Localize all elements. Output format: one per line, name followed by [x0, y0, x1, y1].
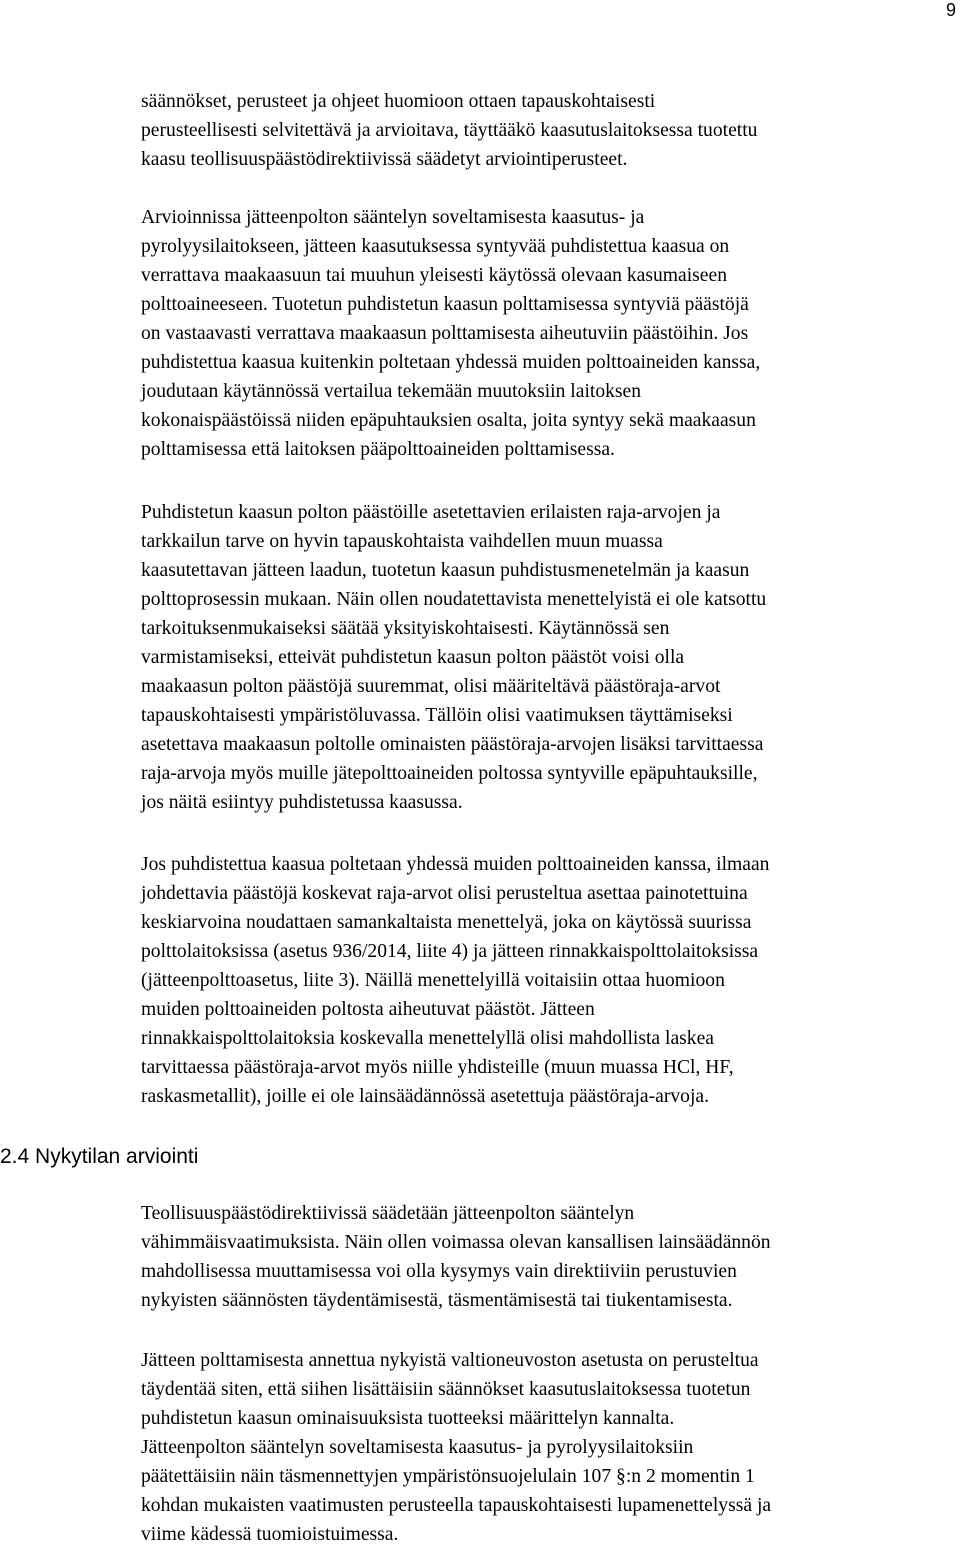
text-line: perusteellisesti selvitettävä ja arvioitava, täyttääkö kaasutuslaitoksessa tuotettu	[141, 120, 758, 141]
text-line: Jätteenpolton sääntelyn soveltamisesta kaasutus- ja pyrolyysilaitoksiin	[141, 1437, 694, 1458]
text-line: johdettavia päästöjä koskevat raja-arvot olisi perusteltua asettaa painotettuina	[141, 883, 748, 904]
text-line: maakaasun polton päästöjä suuremmat, olisi määriteltävä päästöraja-arvot	[141, 676, 721, 697]
text-line: asetettava maakaasun poltolle ominaisten päästöraja-arvojen lisäksi tarvittaessa	[141, 734, 764, 755]
text-line: muiden polttoaineiden poltosta aiheutuvat päästöt. Jätteen	[141, 999, 595, 1020]
page-number: 9	[945, 0, 956, 20]
paragraph-1	[141, 87, 960, 174]
text-line: polttamisessa että laitoksen pääpolttoaineiden polttamisessa.	[141, 439, 615, 460]
text-line: tarkkailun tarve on hyvin tapauskohtaista vaihdellen muun muassa	[141, 531, 663, 552]
text-line: verrattava maakaasuun tai muuhun yleisesti käytössä olevaan kasumaiseen	[141, 265, 727, 286]
text-line: jos näitä esiintyy puhdistetussa kaasussa.	[141, 792, 463, 813]
text-line: tarvittaessa päästöraja-arvot myös niille yhdisteille (muun muassa HCl, HF,	[141, 1057, 734, 1078]
text-line: varmistamiseksi, etteivät puhdistetun kaasun polton päästöt voisi olla	[141, 647, 685, 668]
text-line: polttoprosessin mukaan. Näin ollen noudatettavista menettelyistä ei ole katsottu	[141, 589, 767, 610]
section-heading: 2.4 Nykytilan arviointi	[0, 1145, 199, 1168]
paragraph-5	[141, 1199, 960, 1315]
text-line: Jos puhdistettua kaasua poltetaan yhdessä muiden polttoaineiden kanssa, ilmaan	[141, 854, 770, 875]
text-line: tarkoituksenmukaiseksi säätää yksityiskohtaisesti. Käytännössä sen	[141, 618, 670, 639]
text-line: viime kädessä tuomioistuimessa.	[141, 1524, 399, 1545]
text-line: puhdistettua kaasua kuitenkin poltetaan yhdessä muiden polttoaineiden kanssa,	[141, 352, 761, 373]
text-line: Arvioinnissa jätteenpolton sääntelyn soveltamisesta kaasutus- ja	[141, 207, 645, 228]
text-line: päätettäisiin näin täsmennettyjen ympäristönsuojelulain 107 §:n 2 momentin 1	[141, 1466, 755, 1487]
text-line: tapauskohtaisesti ympäristöluvassa. Tällöin olisi vaatimuksen täyttämiseksi	[141, 705, 733, 726]
text-line: Puhdistetun kaasun polton päästöille asetettavien erilaisten raja-arvojen ja	[141, 502, 721, 523]
text-line: polttolaitoksissa (asetus 936/2014, liite 4) ja jätteen rinnakkaispolttolaitoksissa	[141, 941, 759, 962]
text-line: mahdollisessa muuttamisessa voi olla kysymys vain direktiiviin perustuvien	[141, 1261, 737, 1282]
text-line: Jätteen polttamisesta annettua nykyistä valtioneuvoston asetusta on perusteltua	[141, 1350, 759, 1371]
text-line: (jätteenpolttoasetus, liite 3). Näillä menettelyillä voitaisiin ottaa huomioon	[141, 970, 725, 991]
paragraph-2	[141, 203, 960, 464]
text-line: keskiarvoina noudattaen samankaltaista menettelyä, joka on käytössä suurissa	[141, 912, 752, 933]
text-line: täydentää siten, että siihen lisättäisiin säännökset kaasutuslaitoksessa tuotetun	[141, 1379, 751, 1400]
text-line: Teollisuuspäästödirektiivissä säädetään jätteenpolton sääntelyn	[141, 1203, 635, 1224]
text-line: raja-arvoja myös muille jätepolttoaineiden poltossa syntyville epäpuhtauksille,	[141, 763, 758, 784]
text-line: puhdistetun kaasun ominaisuuksista tuotteeksi määrittelyn kannalta.	[141, 1408, 675, 1429]
paragraph-4	[141, 850, 960, 1111]
text-line: vähimmäisvaatimuksista. Näin ollen voimassa olevan kansallisen lainsäädännön	[141, 1232, 771, 1253]
text-line: joudutaan käytännössä vertailua tekemään muutoksiin laitoksen	[141, 381, 642, 402]
paragraph-3	[141, 498, 960, 817]
text-line: rinnakkaispolttolaitoksia koskevalla menettelyllä olisi mahdollista laskea	[141, 1028, 714, 1049]
text-line: raskasmetallit), joille ei ole lainsäädännössä asetettuja päästöraja-arvoja.	[141, 1086, 709, 1107]
text-line: kokonaispäästöissä niiden epäpuhtauksien osalta, joita syntyy sekä maakaasun	[141, 410, 756, 431]
text-line: pyrolyysilaitokseen, jätteen kaasutuksessa syntyvää puhdistettua kaasua on	[141, 236, 730, 257]
text-line: polttoaineeseen. Tuotetun puhdistetun kaasun polttamisessa syntyviä päästöjä	[141, 294, 749, 315]
text-line: kohdan mukaisten vaatimusten perusteella tapauskohtaisesti lupamenettelyssä ja	[141, 1495, 772, 1516]
paragraph-6	[141, 1346, 960, 1549]
text-line: kaasutettavan jätteen laadun, tuotetun kaasun puhdistusmenetelmän ja kaasun	[141, 560, 750, 581]
text-line: on vastaavasti verrattava maakaasun polttamisesta aiheutuviin päästöihin. Jos	[141, 323, 749, 344]
text-line: kaasu teollisuuspäästödirektiivissä säädetyt arviointiperusteet.	[141, 149, 628, 170]
text-line: säännökset, perusteet ja ohjeet huomioon ottaen tapauskohtaisesti	[141, 91, 656, 112]
text-line: nykyisten säännösten täydentämisestä, täsmentämisestä tai tiukentamisesta.	[141, 1290, 733, 1311]
